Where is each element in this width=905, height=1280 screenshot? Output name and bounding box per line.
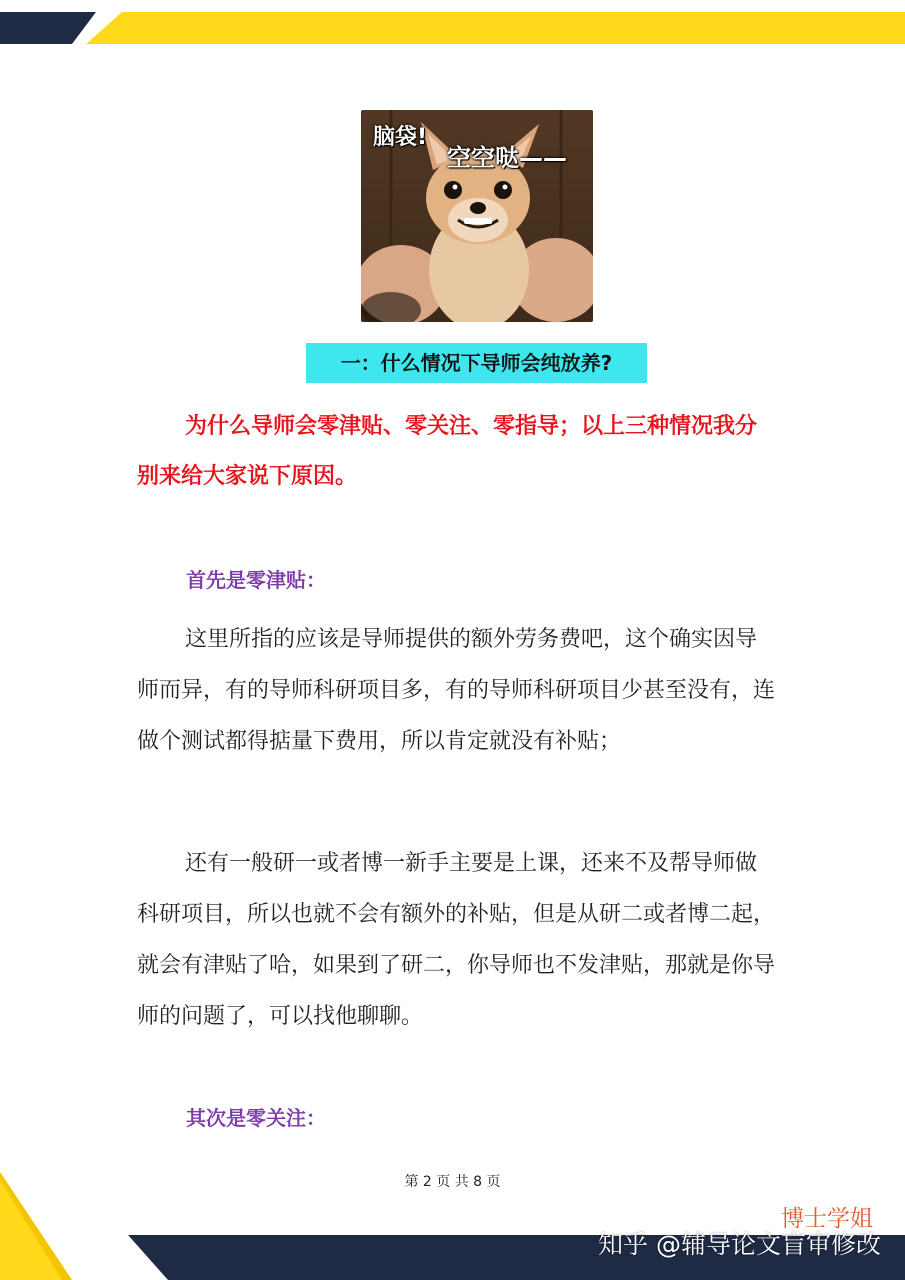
- body-paragraph-1: [137, 614, 777, 767]
- meme-caption-main: 空空哒——: [447, 144, 567, 172]
- section-heading: 一：什么情况下导师会纯放养?: [306, 343, 647, 383]
- body-paragraph-2-text: 还有一般研一或者博一新手主要是上课，还来不及帮导师做科研项目，所以也就不会有额外的补贴，但是从研二或者博二起，就会有津贴了哈，如果到了研二，你导师也不发津贴，那就是你导师的问题了，可以找他聊聊。: [137, 851, 776, 1029]
- meme-image: [361, 110, 593, 322]
- subheading-zero-allowance: 首先是零津贴：: [186, 568, 326, 592]
- watermark-platform: 知乎 @辅导论文盲审修改: [598, 1230, 881, 1259]
- body-paragraph-2: [137, 838, 777, 1042]
- body-paragraph-1-text: 这里所指的应该是导师提供的额外劳务费吧，这个确实因导师而异，有的导师科研项目多，有的导师科研项目少甚至没有，连做个测试都得掂量下费用，所以肯定就没有补贴；: [137, 627, 776, 754]
- intro-text: 为什么导师会零津贴、零关注、零指导；以上三种情况我分别来给大家说下原因。: [137, 414, 758, 489]
- top-decorative-bar: [0, 0, 905, 60]
- meme-caption-top: 脑袋!: [373, 125, 428, 150]
- intro-paragraph: [137, 402, 777, 502]
- subheading-zero-attention: 其次是零关注：: [186, 1106, 326, 1130]
- watermark-author: 博士学姐: [781, 1206, 873, 1232]
- page-number: 第 2 页 共 8 页: [404, 1174, 501, 1190]
